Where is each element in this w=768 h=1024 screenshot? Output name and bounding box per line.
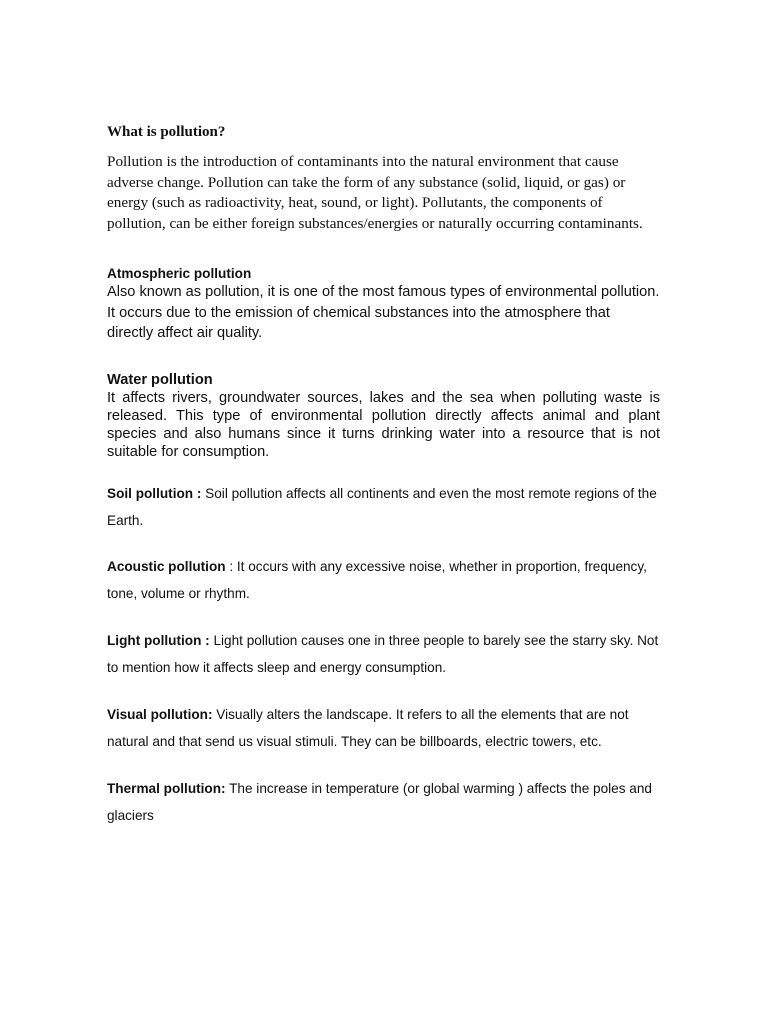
- acoustic-label: Acoustic pollution: [107, 559, 226, 574]
- light-text: Light pollution causes one in three people to barely see the starry sky. Not to mention how it affects sleep and energy consumption.: [107, 633, 659, 675]
- water-paragraph: It affects rivers, groundwater sources, lakes and the sea when polluting waste is released. This type of environmental pollution directly affects animal and plant species and also humans since it turns drinking water into a resource that is not suitable for consumption.: [107, 390, 660, 460]
- soil-paragraph: [107, 480, 660, 534]
- thermal-text: The increase in temperature (or global warming ) affects the poles and glaciers: [107, 781, 652, 823]
- atmospheric-heading: Atmospheric pollution: [107, 266, 252, 281]
- acoustic-paragraph: [107, 553, 660, 607]
- thermal-label: Thermal pollution:: [107, 781, 226, 796]
- light-label: Light pollution :: [107, 633, 210, 648]
- page-title: What is pollution?: [107, 124, 226, 140]
- intro-paragraph: Pollution is the introduction of contaminants into the natural environment that cause adverse change. Pollution can take the form of any substance (solid, liquid, or gas) or energy (such as radioactivity, heat, sound, or light). Pollutants, the components of pollution, can be either foreign substances/energies or naturally occurring contaminants.: [107, 153, 643, 232]
- thermal-paragraph: [107, 775, 660, 829]
- visual-paragraph: [107, 701, 660, 755]
- visual-text: Visually alters the landscape. It refers to all the elements that are not natural and that send us visual stimuli. They can be billboards, electric towers, etc.: [107, 707, 629, 749]
- water-heading: Water pollution: [107, 372, 213, 388]
- visual-label: Visual pollution:: [107, 707, 213, 722]
- light-paragraph: [107, 627, 660, 681]
- soil-label: Soil pollution :: [107, 486, 202, 501]
- acoustic-text: : It occurs with any excessive noise, whether in proportion, frequency, tone, volume or rhythm.: [107, 559, 647, 601]
- soil-text: Soil pollution affects all continents and even the most remote regions of the Earth.: [107, 486, 657, 528]
- atmospheric-paragraph: Also known as pollution, it is one of the most famous types of environmental pollution. It occurs due to the emission of chemical substances into the atmosphere that directly affect air quality.: [107, 284, 660, 341]
